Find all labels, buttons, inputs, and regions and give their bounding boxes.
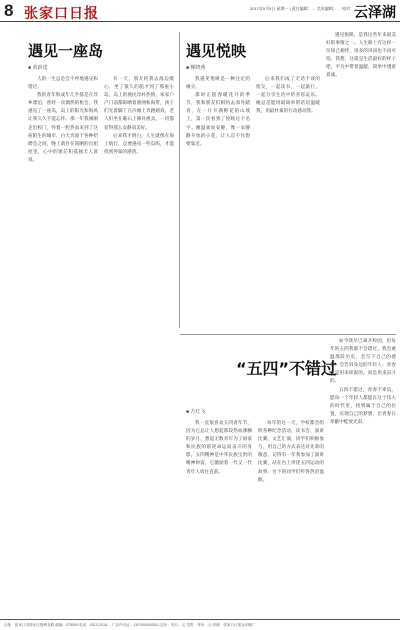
article-3-byline: ■ 方红飞: [186, 409, 206, 415]
article-3-paragraph: 五四不错过，青春不辜负。愿每一个年轻人都能在这个伟大的时代里，找到属于自己的位置，实现自己的梦想，让青春在奉献中绽放光彩。: [330, 387, 396, 425]
article-2-paragraph: 那时正值春暖花开的季节，我和朋友们相约去郊外踏青，在一片开满野花的山坡上，第一次看到了悦映这个名字。她温柔而安静，像一朵静静开放的小花，让人忍不住想要靠近。: [186, 93, 250, 147]
article-3-column-1: [186, 420, 252, 616]
column-divider: [179, 32, 180, 328]
article-2-paragraph: 遇见悦映，是我这些年来最美好的事情之一。人生路上有这样一位知己相伴，再多的风雨也不再可怕。我想，这就是生活最好的样子吧，平凡中带着温暖，简单中透着真诚。: [326, 33, 396, 79]
article-2-paragraph: 后来我们成了无话不谈的朋友，一起读书，一起旅行，一起分享生活中的喜怒哀乐。她总是能用最简单的话语温暖我，用最朴素的行动感动我。: [256, 77, 320, 115]
article-1-title: 遇见一座岛: [28, 42, 104, 60]
newspaper-logo: 张家口日报: [24, 6, 99, 22]
article-2-byline: ■ 柳晓燕: [186, 65, 206, 71]
article-2-paragraph: 我遇见悦映是一种注定的缘分。: [186, 77, 250, 91]
article-2-title: 遇见悦映: [186, 42, 247, 60]
article-3-title: “五四”不错过: [236, 359, 338, 378]
footer: 社址：张家口市桥东区胜利北路 邮编：075000 电话：0313-2015… 广告许可证：1307004000001 定价：每月…元 零售：每份…元 印刷：张家口日报社印刷厂: [0, 619, 400, 630]
article-3-paragraph: 每年的这一天，学校都会组织各种纪念活动，读书会、演讲比赛、文艺汇演，同学们积极参与，用自己的方式表达对先辈的敬意。记得有一年我参加了演讲比赛，站在台上讲述五四运动的故事，台下的同学们听得热泪盈眶。: [258, 421, 324, 483]
article-2-column-2: [256, 76, 320, 328]
section-title: 云泽湖: [354, 5, 396, 21]
masthead: [0, 0, 400, 22]
article-2-column-1: [186, 76, 250, 328]
article-1-paragraph: 我的青年和成年几乎都是在异乡漂泊，曾经一次偶然的机会，我遇见了一座岛，岛上的阳光和海风让我久久不能忘怀。那一年我刚刚走出校门，怀着一腔热血来到了这座陌生的城市，白天奔波于各种招聘会之间，晚上就住在简陋的出租屋里，心中的迷茫和孤独无人诉说。: [28, 93, 98, 163]
article-2-column-3: [326, 32, 396, 328]
page-number: 8: [4, 1, 14, 20]
article-3-paragraph: 我一直很喜欢五四青年节，因为它总让人想起那段热血沸腾的岁月，想起无数青年为了国家和民族的前途命运而奋斗的身影。五四精神是中华民族宝贵的精神财富，它激励着一代又一代青年人勇往直前。: [186, 421, 252, 475]
article-1-paragraph: 有一天，朋友约我去海边散心，坐了很久的船才到了那座小岛。岛上的渔民淳朴热情，家家户户门前都晾晒着渔网和海带，孩子们光着脚丫在沙滩上奔跑嬉戏，老人们坐在礁石上修补渔具，一切都显得那么安静而美好。: [104, 77, 174, 131]
section-divider: [180, 334, 396, 335]
article-3-paragraph: 如今我早已离开校园，但每年的五四我都不会错过。我会重温那段历史，会写下自己的感想，会告诉身边的年轻人：青春不是用来挥霍的，而是用来奋斗的。: [330, 339, 396, 385]
article-1-paragraph: 后来我才明白，人生就像在海上航行，总要遇见一些岛屿，才能找到停靠的港湾。: [104, 133, 174, 155]
dateline: 2017年5月5日 星期一 | 责任编辑：… 美术编辑：… 校对：…: [250, 6, 358, 11]
article-1-column-2: [104, 76, 174, 328]
article-3-column-3: [330, 338, 396, 616]
article-1-byline: ■ 黄新建: [28, 65, 48, 71]
article-1-paragraph: 人的一生总是会不停地遇见和错过。: [28, 77, 98, 91]
article-3-column-2: [258, 420, 324, 616]
article-1-column-1: [28, 76, 98, 328]
